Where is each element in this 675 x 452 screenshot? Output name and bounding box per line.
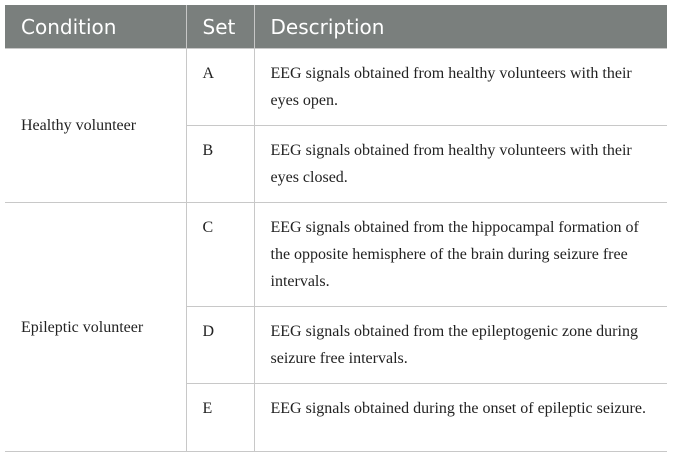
set-cell: B [186,126,254,203]
header-set: Set [186,5,254,49]
description-cell: EEG signals obtained from healthy volunteers with their eyes closed. [254,126,667,203]
description-cell: EEG signals obtained from the epileptogenic zone during seizure free intervals. [254,307,667,384]
header-row [5,5,667,49]
description-cell: EEG signals obtained from healthy volunteers with their eyes open. [254,49,667,126]
table-row [5,49,667,126]
header-condition: Condition [5,5,186,49]
eeg-dataset-table [5,5,667,452]
description-cell: EEG signals obtained from the hippocampal formation of the opposite hemisphere of the brain during seizure free intervals. [254,203,667,307]
condition-cell-healthy: Healthy volunteer [5,49,186,203]
set-cell: D [186,307,254,384]
table-header [5,5,667,49]
set-cell: A [186,49,254,126]
header-description: Description [254,5,667,49]
set-cell: E [186,384,254,452]
table-row [5,203,667,307]
condition-cell-epileptic: Epileptic volunteer [5,203,186,452]
table-body [5,49,667,452]
set-cell: C [186,203,254,307]
description-cell: EEG signals obtained during the onset of epileptic seizure. [254,384,667,452]
